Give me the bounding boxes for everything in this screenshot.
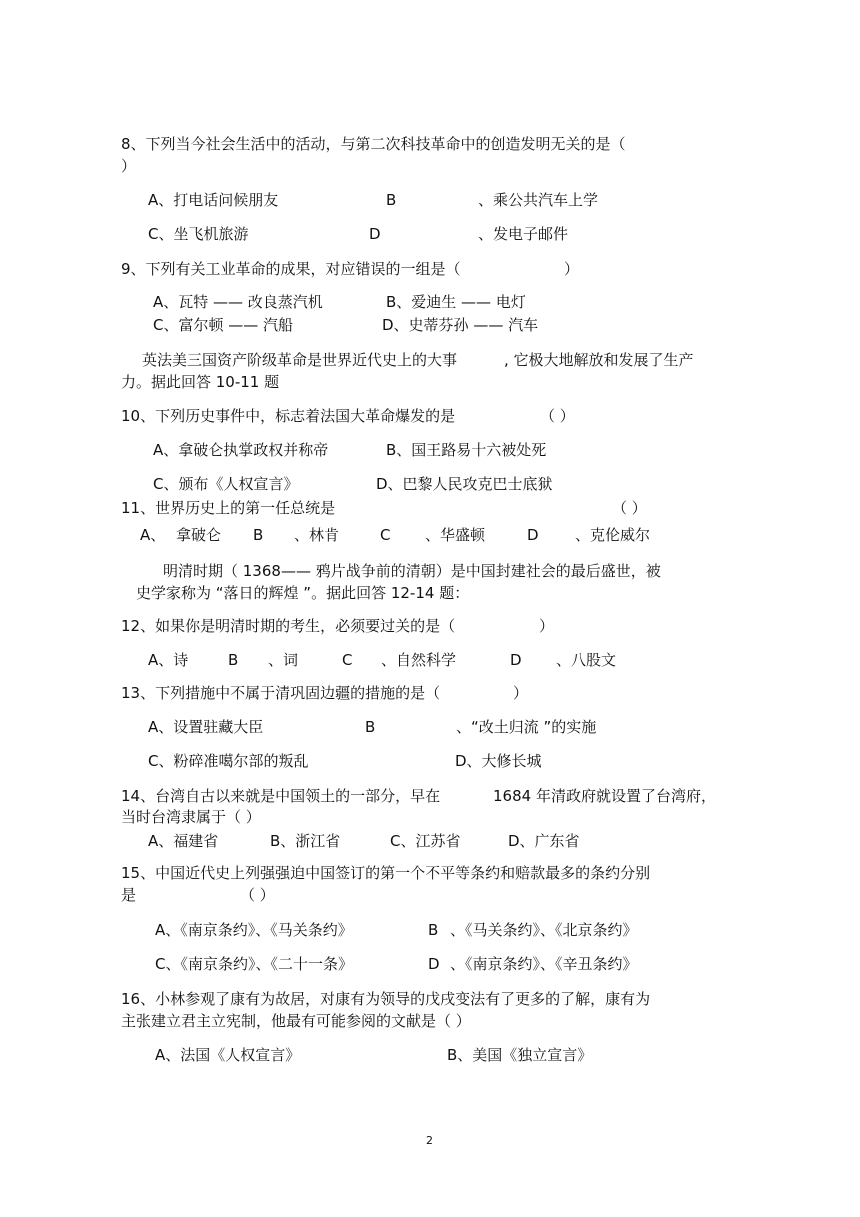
q15-stem-line-2: 是: [121, 886, 137, 904]
q16-option-b: B、美国《独立宣言》: [447, 1046, 593, 1064]
q10-option-c: C、颁布《人权宣言》: [153, 475, 299, 493]
q13-option-a: A、设置驻藏大臣: [148, 718, 264, 736]
q8-option-a: A、打电话问候朋友: [148, 191, 279, 209]
q15-option-a: A、《南京条约》、《马关条约》: [155, 921, 353, 939]
intro-10-11-line-1a: 英法美三国资产阶级革命是世界近代史上的大事: [142, 351, 458, 369]
q14-option-b: B、浙江省: [270, 832, 341, 850]
q8-option-b-letter: B: [386, 191, 397, 209]
q14-option-d: D、广东省: [508, 832, 580, 850]
q11-answer-bracket: （ ）: [612, 499, 647, 517]
intro-10-11-line-2: 力。据此回答 10-11 题: [121, 373, 280, 391]
q11-option-b: 、林肯: [294, 526, 340, 544]
q9-option-c: C、富尔顿 —— 汽船: [153, 316, 294, 334]
q15-answer-bracket: （ ）: [240, 886, 275, 904]
q14-stem-line-2: 当时台湾隶属于（ ）: [121, 808, 261, 826]
q11-option-c-letter: C: [380, 526, 391, 544]
q14-option-a: A、福建省: [148, 832, 219, 850]
q12-stem: 12、如果你是明清时期的考生，必须要过关的是（: [121, 617, 456, 635]
q12-option-b-letter: B: [228, 651, 239, 669]
q10-option-b: B、国王路易十六被处死: [386, 441, 547, 459]
q10-option-a: A、拿破仑执掌政权并称帝: [153, 441, 329, 459]
q14-option-c: C、江苏省: [390, 832, 461, 850]
q8-stem-line-2: ）: [121, 157, 137, 175]
q12-option-d-letter: D: [510, 651, 522, 669]
q16-option-a: A、法国《人权宣言》: [155, 1046, 301, 1064]
q8-option-c: C、坐飞机旅游: [148, 225, 249, 243]
q11-stem: 11、世界历史上的第一任总统是: [121, 499, 336, 517]
q11-option-d: 、克伦威尔: [575, 526, 651, 544]
q12-option-c-letter: C: [342, 651, 353, 669]
q8-stem-line-1: 8、下列当今社会生活中的活动，与第二次科技革命中的创造发明无关的是（: [121, 135, 626, 153]
q15-option-c: C、《南京条约》、《二十一条》: [155, 955, 353, 973]
q9-answer-bracket: ）: [564, 260, 580, 278]
q15-option-d: 、《南京条约》、《辛丑条约》: [450, 955, 638, 973]
q8-option-b: 、乘公共汽车上学: [478, 191, 599, 209]
q9-option-d: D、史蒂芬孙 —— 汽车: [382, 316, 539, 334]
q13-answer-bracket: ）: [513, 684, 529, 702]
q13-option-b: 、“改土归流 ”的实施: [456, 718, 597, 736]
intro-12-14-line-1: 明清时期（ 1368—— 鸦片战争前的清朝）是中国封建社会的最后盛世，被: [163, 562, 661, 580]
q10-stem: 10、下列历史事件中，标志着法国大革命爆发的是: [121, 407, 456, 425]
q8-option-d-letter: D: [369, 225, 381, 243]
q11-option-d-letter: D: [527, 526, 539, 544]
q10-answer-bracket: （ ）: [540, 407, 575, 425]
q14-stem-line-1a: 14、台湾自古以来就是中国领土的一部分，早在: [121, 787, 441, 805]
q16-stem-line-1: 16、小林参观了康有为故居，对康有为领导的戊戌变法有了更多的了解，康有为: [121, 990, 651, 1008]
q15-option-d-letter: D: [428, 955, 440, 973]
q12-option-a: A、诗: [148, 651, 189, 669]
q15-stem-line-1: 15、中国近代史上列强强迫中国签订的第一个不平等条约和赔款最多的条约分别: [121, 864, 651, 882]
q15-option-b-letter: B: [428, 921, 439, 939]
q9-option-b: B、爱迪生 —— 电灯: [386, 293, 526, 311]
q9-stem: 9、下列有关工业革命的成果，对应错误的一组是（: [121, 260, 461, 278]
q13-stem: 13、下列措施中不属于清巩固边疆的措施的是（: [121, 684, 441, 702]
intro-12-14-line-2: 史学家称为 “落日的辉煌 ”。据此回答 12-14 题：: [136, 584, 470, 602]
q11-option-a-letter: A、: [140, 526, 166, 544]
q12-answer-bracket: ）: [539, 617, 555, 635]
q11-option-b-letter: B: [253, 526, 264, 544]
q8-option-d: 、发电子邮件: [478, 225, 569, 243]
q11-option-a: 拿破仑: [176, 526, 222, 544]
page-number: 2: [426, 1134, 433, 1147]
q12-option-d: 、八股文: [556, 651, 617, 669]
q12-option-c: 、自然科学: [381, 651, 457, 669]
q13-option-c: C、粉碎准噶尔部的叛乱: [148, 752, 309, 770]
q13-option-b-letter: B: [365, 718, 376, 736]
q11-option-c: 、华盛顿: [425, 526, 486, 544]
q12-option-b: 、词: [268, 651, 299, 669]
q13-option-d: D、大修长城: [455, 752, 542, 770]
intro-10-11-line-1b: , 它极大地解放和发展了生产: [504, 351, 694, 369]
q10-option-d: D、巴黎人民攻克巴士底狱: [376, 475, 553, 493]
q14-stem-line-1b: 1684 年清政府就设置了台湾府，: [493, 787, 716, 805]
q16-stem-line-2: 主张建立君主立宪制，他最有可能参阅的文献是（ ）: [121, 1012, 471, 1030]
q9-option-a: A、瓦特 —— 改良蒸汽机: [153, 293, 323, 311]
q15-option-b: 、《马关条约》、《北京条约》: [450, 921, 638, 939]
